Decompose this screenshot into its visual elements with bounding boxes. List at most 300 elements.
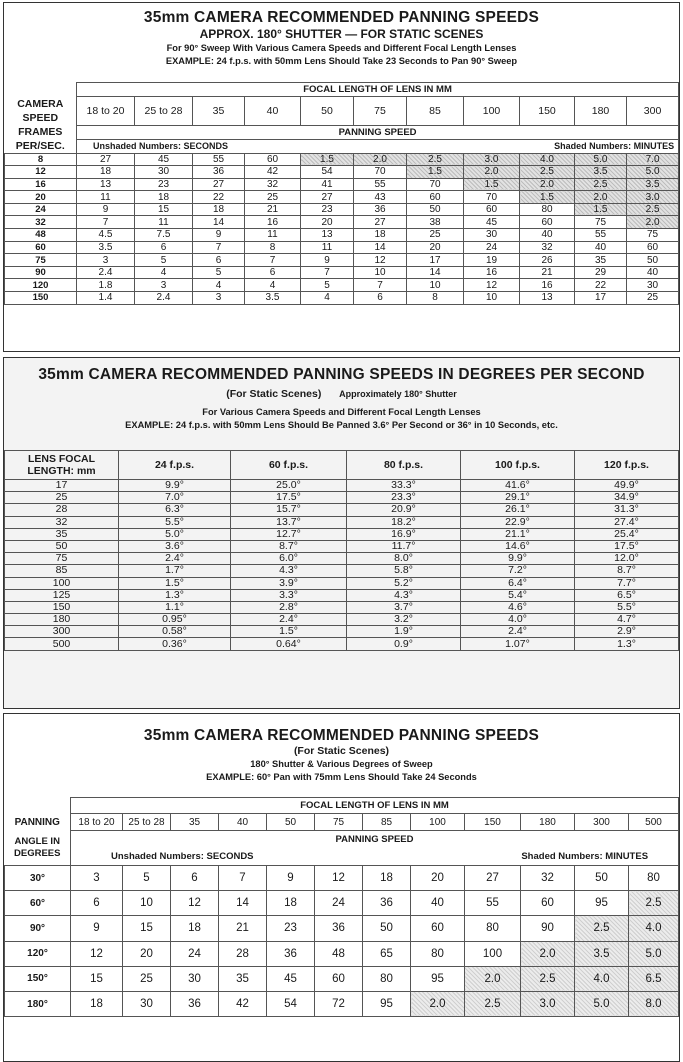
table2-lens: 180: [5, 614, 119, 626]
table3-cell: 36: [315, 916, 363, 941]
table1-cell: 2.5: [575, 178, 627, 191]
table3-cell: 48: [315, 941, 363, 966]
table3-angle-label: ANGLE IN DEGREES: [5, 831, 71, 866]
table3-angle: 180°: [5, 991, 71, 1016]
table1-cell: 9: [301, 254, 354, 267]
table2-cell: 16.9°: [347, 528, 461, 540]
table2-example: EXAMPLE: 24 f.p.s. with 50mm Lens Should Be Panned 3.6° Per Second or 36° in 10 Seconds, etc.: [125, 420, 558, 430]
table1-cell: 13: [77, 178, 135, 191]
table3-cell: 14: [219, 891, 267, 916]
table1-cell: 1.5: [407, 166, 464, 179]
table2-lens: 75: [5, 553, 119, 565]
table1-focal-length: 18 to 20: [77, 97, 135, 126]
table1-cell: 16: [520, 279, 575, 292]
table2-lens: 32: [5, 516, 119, 528]
table1-cell: 18: [135, 191, 193, 204]
table3-cell: 6: [171, 866, 219, 891]
table3-cell: 27: [465, 866, 521, 891]
table2-cell: 1.3°: [575, 638, 679, 650]
table1-focal-length: 180: [575, 97, 627, 126]
table3-row: [5, 966, 679, 991]
table1-cell: 27: [301, 191, 354, 204]
table2-cell: 6.3°: [119, 504, 231, 516]
table3-cell: 2.5: [465, 991, 521, 1016]
table3-cell: 20: [123, 941, 171, 966]
table2-shutter: Approximately 180° Shutter: [339, 389, 457, 399]
table3-cell: 24: [171, 941, 219, 966]
table1-cell: 1.8: [77, 279, 135, 292]
table1-cell: 70: [464, 191, 520, 204]
table2-row: [5, 553, 679, 565]
table3-angle: 30°: [5, 866, 71, 891]
table1-cell: 2.0: [627, 216, 679, 229]
table1-row: [5, 279, 679, 292]
table3-angle: 150°: [5, 966, 71, 991]
table2-lens: 85: [5, 565, 119, 577]
table2-row: [5, 601, 679, 613]
table2-cell: 25.0°: [231, 480, 347, 492]
table1-focal-length: 40: [245, 97, 301, 126]
table1-cell: 9: [193, 229, 245, 242]
table3-cell: 65: [363, 941, 411, 966]
table3-focal-length: 25 to 28: [123, 814, 171, 831]
table2-cell: 17.5°: [575, 540, 679, 552]
table3-cell: 80: [465, 916, 521, 941]
table1-cell: 2.0: [520, 178, 575, 191]
table1-row: [5, 266, 679, 279]
table2-row: [5, 540, 679, 552]
table2-lens: 125: [5, 589, 119, 601]
table3-cell: 2.0: [465, 966, 521, 991]
table3-cell: 28: [219, 941, 267, 966]
table2-cell: 12.7°: [231, 528, 347, 540]
table1-fps: 48: [5, 229, 77, 242]
table2-cell: 8.7°: [575, 565, 679, 577]
table3-header: [4, 726, 679, 784]
table1-cell: 11: [135, 216, 193, 229]
table1-focal-length: 35: [193, 97, 245, 126]
table2-speed-header: 60 f.p.s.: [231, 451, 347, 480]
table1-cell: 9: [77, 203, 135, 216]
table1-cell: 1.5: [464, 178, 520, 191]
table3-cell: 4.0: [629, 916, 679, 941]
table2-cell: 2.9°: [575, 626, 679, 638]
table1-cell: 25: [627, 292, 679, 305]
table1-cell: 2.5: [627, 203, 679, 216]
table1-cell: 2.0: [575, 191, 627, 204]
table2-cell: 15.7°: [231, 504, 347, 516]
table3-focal-header: FOCAL LENGTH OF LENS IN MM: [71, 798, 679, 814]
table1-cell: 14: [193, 216, 245, 229]
table1-cell: 2.5: [520, 166, 575, 179]
table3-cell: 30: [171, 966, 219, 991]
table1-cell: 36: [354, 203, 407, 216]
table2-lens: 35: [5, 528, 119, 540]
table1-focal-length: 85: [407, 97, 464, 126]
table3-panning-label: PANNING: [5, 814, 71, 831]
table1-cell: 3.5: [245, 292, 301, 305]
table2-cell: 4.0°: [461, 614, 575, 626]
table1-cell: 50: [407, 203, 464, 216]
table1-cell: 10: [407, 279, 464, 292]
table2-lens: 50: [5, 540, 119, 552]
table3-cell: 3: [71, 866, 123, 891]
table1-fps: 90: [5, 266, 77, 279]
table2-cell: 4.3°: [347, 589, 461, 601]
table3-panning-speed-label: PANNING SPEED: [71, 831, 679, 848]
table1-cell: 1.5: [520, 191, 575, 204]
table3-cell: 55: [465, 891, 521, 916]
table1-cell: 26: [520, 254, 575, 267]
table1-cell: 3.5: [575, 166, 627, 179]
table2-cell: 4.7°: [575, 614, 679, 626]
table1-cell: 75: [627, 229, 679, 242]
table1-cell: 30: [464, 229, 520, 242]
table3-row: [5, 916, 679, 941]
table2-cell: 34.9°: [575, 492, 679, 504]
table1-cell: 50: [627, 254, 679, 267]
table3-row: [5, 866, 679, 891]
table3-cell: 95: [411, 966, 465, 991]
table1-cell: 23: [301, 203, 354, 216]
table1-focal-length: 100: [464, 97, 520, 126]
table2-cell: 1.07°: [461, 638, 575, 650]
table2-row: [5, 480, 679, 492]
table3-cell: 6.5: [629, 966, 679, 991]
table2-cell: 17.5°: [231, 492, 347, 504]
table2-row: [5, 504, 679, 516]
table1-cell: 40: [627, 266, 679, 279]
table2-cell: 7.7°: [575, 577, 679, 589]
panning-speeds-table-panel: [3, 2, 680, 352]
table2-row: [5, 626, 679, 638]
table1-cell: 38: [407, 216, 464, 229]
table3-cell: 18: [267, 891, 315, 916]
table1-cell: 6: [193, 254, 245, 267]
table1-focal-header: FOCAL LENGTH OF LENS IN MM: [77, 83, 679, 97]
table1-cell: 4.0: [520, 153, 575, 166]
table2-cell: 13.7°: [231, 516, 347, 528]
table2-row: [5, 492, 679, 504]
table1-cell: 14: [354, 241, 407, 254]
table1-panning-speed-label: PANNING SPEED: [77, 126, 679, 140]
table3-focal-length: 35: [171, 814, 219, 831]
table2-cell: 3.9°: [231, 577, 347, 589]
table1-cell: 27: [354, 216, 407, 229]
table3-cell: 20: [411, 866, 465, 891]
table3-cell: 50: [363, 916, 411, 941]
table2-cell: 21.1°: [461, 528, 575, 540]
table2-speed-header: 24 f.p.s.: [119, 451, 231, 480]
table3-focal-length: 85: [363, 814, 411, 831]
table3-cell: 36: [363, 891, 411, 916]
table2-speed-header: 80 f.p.s.: [347, 451, 461, 480]
table1-cell: 60: [520, 216, 575, 229]
table2-cell: 18.2°: [347, 516, 461, 528]
table3-cell: 90: [521, 916, 575, 941]
table3-cell: 10: [123, 891, 171, 916]
table1-fps: 24: [5, 203, 77, 216]
table3-cell: 15: [123, 916, 171, 941]
table1-fps: 60: [5, 241, 77, 254]
table1-cell: 17: [575, 292, 627, 305]
table3-focal-length: 50: [267, 814, 315, 831]
table2-cell: 6.5°: [575, 589, 679, 601]
table2-cell: 2.4°: [119, 553, 231, 565]
table3-cell: 3.0: [521, 991, 575, 1016]
table3-cell: 54: [267, 991, 315, 1016]
table3-cell: 35: [219, 966, 267, 991]
table2-header: [4, 365, 679, 432]
table1-cell: 1.5: [301, 153, 354, 166]
table3-cell: 18: [171, 916, 219, 941]
table1-example: EXAMPLE: 24 f.p.s. with 50mm Lens Should Take 23 Seconds to Pan 90° Sweep: [165, 56, 518, 66]
table2-cell: 0.95°: [119, 614, 231, 626]
table2-cell: 41.6°: [461, 480, 575, 492]
table2-cell: 6.4°: [461, 577, 575, 589]
table3-focal-length: 40: [219, 814, 267, 831]
table1-cell: 18: [193, 203, 245, 216]
table1-row: [5, 241, 679, 254]
table2-cell: 0.64°: [231, 638, 347, 650]
table1-cell: 54: [301, 166, 354, 179]
table1-row: [5, 216, 679, 229]
table2-lens: 100: [5, 577, 119, 589]
table3-cell: 9: [71, 916, 123, 941]
table3-cell: 60: [521, 891, 575, 916]
table2-cell: 23.3°: [347, 492, 461, 504]
table1-note: For 90° Sweep With Various Camera Speeds and Different Focal Length Lenses: [166, 43, 517, 53]
table1-cell: 32: [520, 241, 575, 254]
table1-cell: 4.5: [77, 229, 135, 242]
table1-row: [5, 229, 679, 242]
table1-focal-length: 300: [627, 97, 679, 126]
table1-cell: 7: [301, 266, 354, 279]
table1-cell: 18: [354, 229, 407, 242]
table1-cell: 10: [464, 292, 520, 305]
table1-cell: 15: [135, 203, 193, 216]
table2-cell: 1.5°: [231, 626, 347, 638]
table1-fps: 20: [5, 191, 77, 204]
table2-cell: 6.0°: [231, 553, 347, 565]
table1-header: [4, 8, 679, 68]
table1-cell: 3.5: [627, 178, 679, 191]
table2-cell: 11.7°: [347, 540, 461, 552]
table1-cell: 35: [575, 254, 627, 267]
table2-cell: 4.6°: [461, 601, 575, 613]
table2-cell: 1.7°: [119, 565, 231, 577]
table3-cell: 2.5: [521, 966, 575, 991]
table1-cell: 60: [245, 153, 301, 166]
table1-cell: 5.0: [575, 153, 627, 166]
table1-cell: 21: [245, 203, 301, 216]
table1-cell: 19: [464, 254, 520, 267]
table2-cell: 3.3°: [231, 589, 347, 601]
table1-cell: 36: [193, 166, 245, 179]
table1-cell: 11: [77, 191, 135, 204]
table2-lens: 25: [5, 492, 119, 504]
table3-cell: 18: [363, 866, 411, 891]
table1-cell: 25: [407, 229, 464, 242]
table1-cell: 70: [354, 166, 407, 179]
table1-cell: 4: [193, 279, 245, 292]
table1-cell: 4: [245, 279, 301, 292]
table2-cell: 5.5°: [575, 601, 679, 613]
table1-cell: 3.5: [77, 241, 135, 254]
table3-example: EXAMPLE: 60° Pan with 75mm Lens Should Take 24 Seconds: [206, 772, 477, 782]
table1-cell: 7.5: [135, 229, 193, 242]
table3-focal-length: 100: [411, 814, 465, 831]
table1-subtitle: APPROX. 180° SHUTTER — FOR STATIC SCENES: [199, 27, 484, 41]
table2-cell: 9.9°: [119, 480, 231, 492]
table1-cell: 8: [245, 241, 301, 254]
table1-cell: 60: [627, 241, 679, 254]
table1-row: [5, 166, 679, 179]
table1-focal-length: 25 to 28: [135, 97, 193, 126]
table1-fps: 75: [5, 254, 77, 267]
table2-row: [5, 638, 679, 650]
table1-cell: 7: [77, 216, 135, 229]
table3-cell: 5.0: [629, 941, 679, 966]
table1-focal-length: 150: [520, 97, 575, 126]
table2-row: [5, 589, 679, 601]
table2-cell: 2.4°: [461, 626, 575, 638]
table3-row: [5, 941, 679, 966]
table1-cell: 2.0: [354, 153, 407, 166]
table1-cell: 5: [193, 266, 245, 279]
table2-cell: 5.5°: [119, 516, 231, 528]
table2-cell: 4.3°: [231, 565, 347, 577]
table2-cell: 27.4°: [575, 516, 679, 528]
table1-cell: 29: [575, 266, 627, 279]
table2-note: For Various Camera Speeds and Different Focal Length Lenses: [202, 407, 481, 417]
table3-cell: 2.5: [575, 916, 629, 941]
table3-row: [5, 991, 679, 1016]
table1-cell: 6: [354, 292, 407, 305]
table1-cell: 12: [354, 254, 407, 267]
table1-cell: 7: [245, 254, 301, 267]
table3-cell: 60: [411, 916, 465, 941]
table1-cell: 43: [354, 191, 407, 204]
table1-cell: 27: [193, 178, 245, 191]
table1-cell: 5.0: [627, 166, 679, 179]
table3-cell: 8.0: [629, 991, 679, 1016]
table1-cell: 55: [575, 229, 627, 242]
table1-cell: 41: [301, 178, 354, 191]
table1-cell: 42: [245, 166, 301, 179]
table1-cell: 40: [520, 229, 575, 242]
table2-cell: 3.7°: [347, 601, 461, 613]
table1-cell: 45: [464, 216, 520, 229]
table3-cell: 95: [363, 991, 411, 1016]
table1-cell: 3.0: [464, 153, 520, 166]
table3-cell: 100: [465, 941, 521, 966]
table1-cell: 55: [354, 178, 407, 191]
table3-cell: 40: [411, 891, 465, 916]
table1-cell: 21: [520, 266, 575, 279]
table1-cell: 80: [520, 203, 575, 216]
table1-row: [5, 203, 679, 216]
table1-row: [5, 153, 679, 166]
table3-cell: 3.5: [575, 941, 629, 966]
table3-cell: 60: [315, 966, 363, 991]
table1-cell: 3: [135, 279, 193, 292]
table2-cell: 0.58°: [119, 626, 231, 638]
table1-cell: 25: [245, 191, 301, 204]
table2-speed-header: 120 f.p.s.: [575, 451, 679, 480]
table3-note: 180° Shutter & Various Degrees of Sweep: [250, 759, 433, 769]
table2-row: [5, 516, 679, 528]
table1-fps: 16: [5, 178, 77, 191]
table1-cell: 22: [193, 191, 245, 204]
table2-cell: 29.1°: [461, 492, 575, 504]
table1-cell: 7: [354, 279, 407, 292]
table2-cell: 14.6°: [461, 540, 575, 552]
table3-focal-length: 500: [629, 814, 679, 831]
table1-cell: 5: [135, 254, 193, 267]
table1-cell: 17: [407, 254, 464, 267]
table1-unshaded-label: Unshaded Numbers: SECONDS: [77, 140, 407, 153]
table1-cell: 20: [301, 216, 354, 229]
table1-cell: 2.4: [135, 292, 193, 305]
table2-lens: 17: [5, 480, 119, 492]
table3-cell: 30: [123, 991, 171, 1016]
table2-cell: 5.2°: [347, 577, 461, 589]
table3-cell: 36: [171, 991, 219, 1016]
table2-row: [5, 528, 679, 540]
table2-static: (For Static Scenes): [226, 388, 322, 400]
table1-focal-length: 75: [354, 97, 407, 126]
table1-cell: 5: [301, 279, 354, 292]
table2-cell: 3.6°: [119, 540, 231, 552]
table2-cell: 8.0°: [347, 553, 461, 565]
table2-lens: 150: [5, 601, 119, 613]
table3-cell: 50: [575, 866, 629, 891]
table1-cell: 32: [245, 178, 301, 191]
table2-lens: 500: [5, 638, 119, 650]
table1-cell: 27: [77, 153, 135, 166]
table1-cell: 18: [77, 166, 135, 179]
table2-cell: 5.8°: [347, 565, 461, 577]
table1-cell: 14: [407, 266, 464, 279]
table2-cell: 25.4°: [575, 528, 679, 540]
table2-cell: 20.9°: [347, 504, 461, 516]
table1-cell: 30: [627, 279, 679, 292]
table2-cell: 26.1°: [461, 504, 575, 516]
table1-fps: 12: [5, 166, 77, 179]
table1-corner: [5, 83, 77, 97]
table1-cell: 6: [135, 241, 193, 254]
table1-row: [5, 178, 679, 191]
table1-cell: 2.0: [464, 166, 520, 179]
table1-fps: 8: [5, 153, 77, 166]
table1-cell: 23: [135, 178, 193, 191]
table3-cell: 80: [629, 866, 679, 891]
table3-static: (For Static Scenes): [293, 745, 390, 757]
table2-speed-header: 100 f.p.s.: [461, 451, 575, 480]
table2-cell: 5.4°: [461, 589, 575, 601]
table1-focal-length: 50: [301, 97, 354, 126]
table1-fps: 150: [5, 292, 77, 305]
table3-row: [5, 891, 679, 916]
table2-cell: 1.9°: [347, 626, 461, 638]
table3-focal-length: 150: [465, 814, 521, 831]
table3-cell: 2.0: [521, 941, 575, 966]
table1-cell: 7: [193, 241, 245, 254]
table2-cell: 49.9°: [575, 480, 679, 492]
degrees-per-second-table-panel: [3, 357, 680, 709]
table1-cell: 13: [520, 292, 575, 305]
